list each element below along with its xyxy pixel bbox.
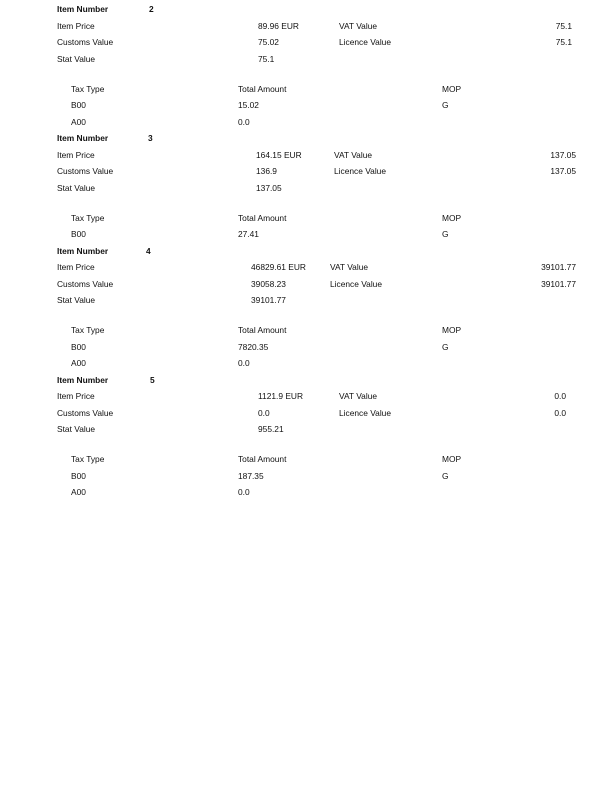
item-price-label: Item Price	[57, 21, 95, 31]
customs-value-label: Customs Value	[57, 279, 114, 289]
item-price-label: Item Price	[57, 391, 95, 401]
vat-value: 137.05	[550, 150, 576, 160]
stat-value-label: Stat Value	[57, 54, 96, 64]
tax-type: A00	[71, 117, 86, 127]
total-amount-header: Total Amount	[238, 84, 287, 94]
tax-type-header: Tax Type	[71, 213, 105, 223]
tax-amount: 27.41	[238, 229, 259, 239]
tax-mop: G	[442, 342, 449, 352]
item-number-value: 4	[146, 246, 151, 256]
item-number-label: Item Number	[57, 246, 109, 256]
customs-value: 39058.23	[251, 279, 286, 289]
tax-amount: 7820.35	[238, 342, 269, 352]
mop-header: MOP	[442, 325, 462, 335]
tax-amount: 187.35	[238, 471, 264, 481]
customs-value-label: Customs Value	[57, 37, 114, 47]
tax-type-header: Tax Type	[71, 84, 105, 94]
item-price-label: Item Price	[57, 262, 95, 272]
tax-amount: 15.02	[238, 100, 259, 110]
licence-value: 0.0	[554, 408, 566, 418]
mop-header: MOP	[442, 84, 462, 94]
stat-value: 39101.77	[251, 295, 286, 305]
licence-value-label: Licence Value	[334, 166, 386, 176]
licence-value-label: Licence Value	[339, 37, 391, 47]
stat-value-label: Stat Value	[57, 183, 96, 193]
licence-value: 75.1	[555, 37, 572, 47]
customs-value-label: Customs Value	[57, 408, 114, 418]
item-price-value: 46829.61 EUR	[251, 262, 306, 272]
tax-type: A00	[71, 487, 86, 497]
mop-header: MOP	[442, 454, 462, 464]
stat-value-label: Stat Value	[57, 424, 96, 434]
item-number-label: Item Number	[57, 375, 109, 385]
licence-value: 39101.77	[541, 279, 576, 289]
licence-value-label: Licence Value	[330, 279, 382, 289]
stat-value-label: Stat Value	[57, 295, 96, 305]
item-price-value: 89.96 EUR	[258, 21, 299, 31]
total-amount-header: Total Amount	[238, 213, 287, 223]
licence-value: 137.05	[550, 166, 576, 176]
item-price-label: Item Price	[57, 150, 95, 160]
tax-mop: G	[442, 100, 449, 110]
tax-mop: G	[442, 229, 449, 239]
vat-value: 75.1	[555, 21, 572, 31]
item-number-value: 2	[149, 4, 154, 14]
vat-value-label: VAT Value	[339, 391, 378, 401]
tax-type: B00	[71, 471, 86, 481]
vat-value-label: VAT Value	[334, 150, 373, 160]
vat-value: 39101.77	[541, 262, 576, 272]
customs-value: 75.02	[258, 37, 279, 47]
stat-value: 137.05	[256, 183, 282, 193]
total-amount-header: Total Amount	[238, 454, 287, 464]
item-number-value: 5	[150, 375, 155, 385]
tax-mop: G	[442, 471, 449, 481]
tax-type: B00	[71, 229, 86, 239]
vat-value: 0.0	[554, 391, 566, 401]
tax-type-header: Tax Type	[71, 325, 105, 335]
tax-type: B00	[71, 100, 86, 110]
tax-type-header: Tax Type	[71, 454, 105, 464]
tax-type: A00	[71, 358, 86, 368]
tax-type: B00	[71, 342, 86, 352]
total-amount-header: Total Amount	[238, 325, 287, 335]
vat-value-label: VAT Value	[330, 262, 369, 272]
tax-amount: 0.0	[238, 358, 250, 368]
stat-value: 955.21	[258, 424, 284, 434]
mop-header: MOP	[442, 213, 462, 223]
item-number-label: Item Number	[57, 133, 109, 143]
customs-value-label: Customs Value	[57, 166, 114, 176]
tax-amount: 0.0	[238, 117, 250, 127]
tax-amount: 0.0	[238, 487, 250, 497]
customs-value: 136.9	[256, 166, 277, 176]
item-price-value: 1121.9 EUR	[258, 391, 304, 401]
vat-value-label: VAT Value	[339, 21, 378, 31]
item-number-value: 3	[148, 133, 153, 143]
item-number-label: Item Number	[57, 4, 109, 14]
customs-value: 0.0	[258, 408, 270, 418]
stat-value: 75.1	[258, 54, 275, 64]
item-price-value: 164.15 EUR	[256, 150, 302, 160]
licence-value-label: Licence Value	[339, 408, 391, 418]
